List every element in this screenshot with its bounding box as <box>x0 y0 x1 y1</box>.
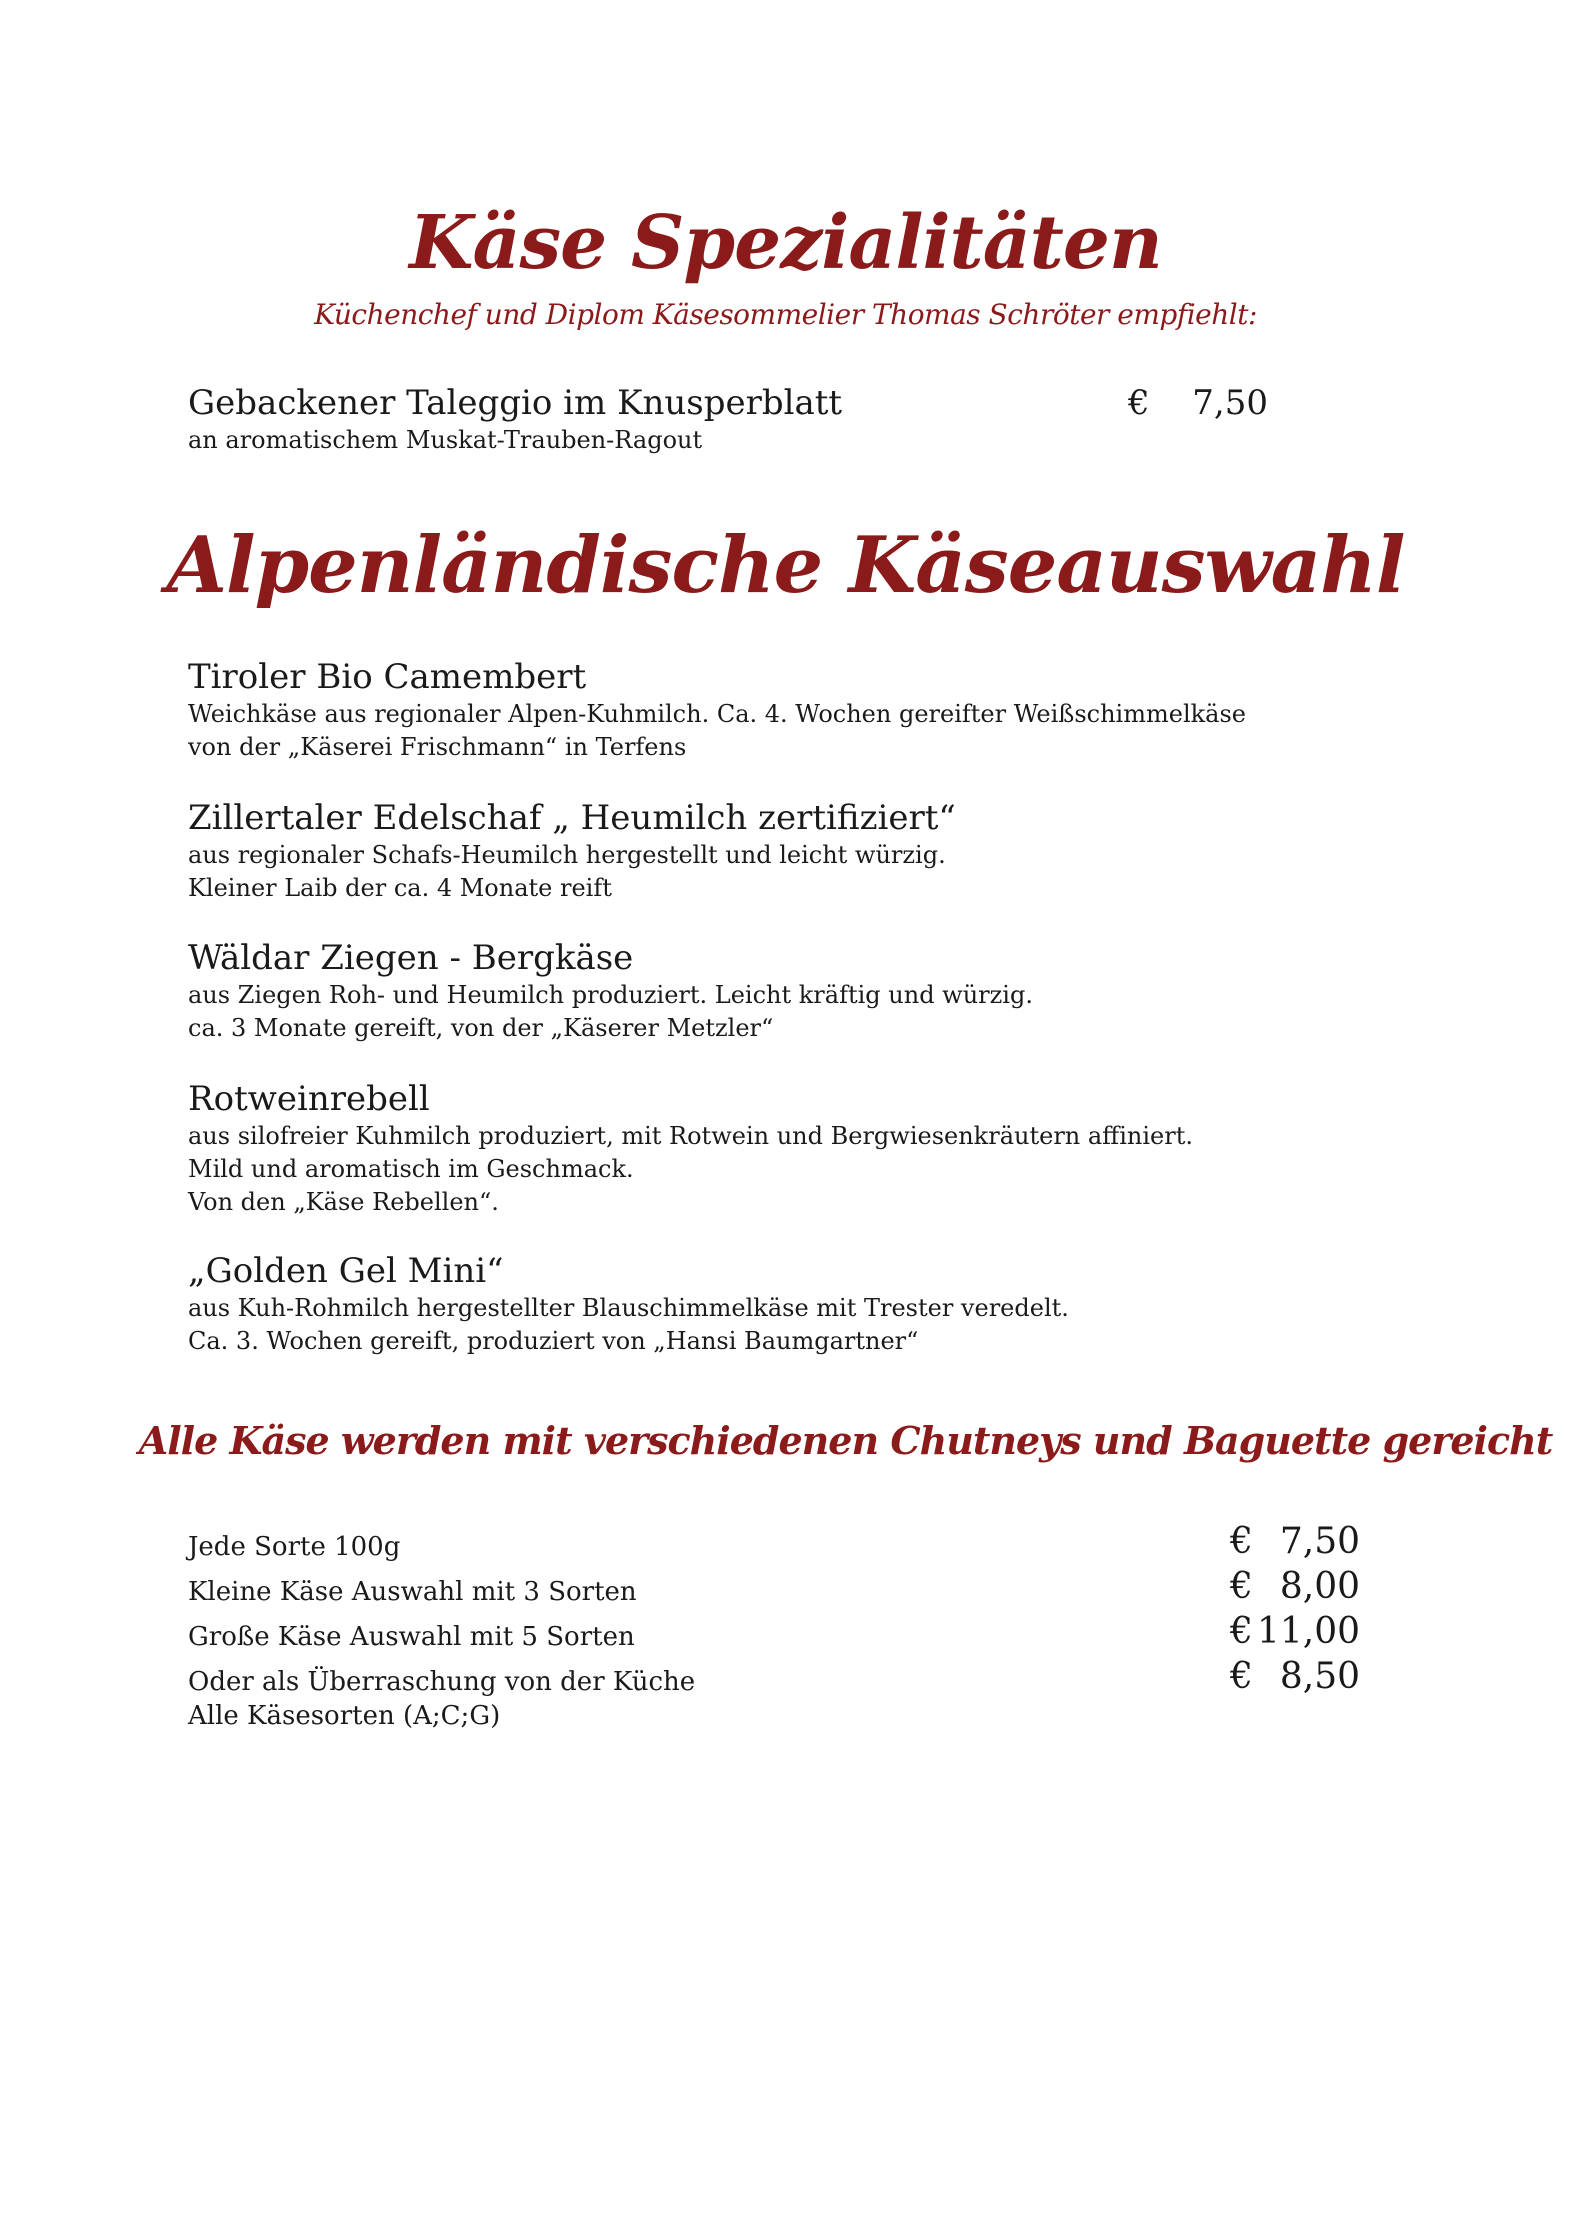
price-row <box>188 1653 1360 1698</box>
menu-item-name: Zillertaler Edelschaf „ Heumilch zertifiziert“ <box>188 798 956 838</box>
menu-item-description-line: aus Kuh-Rohmilch hergestellter Blauschimmelkäse mit Trester veredelt. <box>188 1294 1069 1322</box>
menu-item-description-line: aus regionaler Schafs-Heumilch hergestellt und leicht würzig. <box>188 841 946 869</box>
menu-item-description-line: Mild und aromatisch im Geschmack. <box>188 1155 634 1183</box>
currency-symbol: € <box>1230 1656 1253 1697</box>
price-value: 11,00 <box>1256 1611 1360 1652</box>
allergen-note: Alle Käsesorten (A;C;G) <box>188 1701 501 1731</box>
price-amount <box>1230 1656 1360 1698</box>
price-value: 8,50 <box>1279 1656 1360 1697</box>
featured-item-price <box>1128 382 1268 424</box>
price-amount <box>1230 1521 1360 1563</box>
menu-item-description-line: von der „Käserei Frischmann“ in Terfens <box>188 733 687 761</box>
menu-item <box>188 1078 1368 1219</box>
price-value: 7,50 <box>1279 1521 1360 1562</box>
menu-item <box>188 797 1368 905</box>
menu-item-name: Tiroler Bio Camembert <box>188 657 587 697</box>
menu-item <box>188 937 1368 1045</box>
price-amount <box>1230 1611 1360 1653</box>
price-row <box>188 1563 1360 1608</box>
price-amount <box>1230 1566 1360 1608</box>
menu-item <box>188 656 1368 764</box>
menu-item-name: Rotweinrebell <box>188 1079 430 1119</box>
price-value: 8,00 <box>1279 1566 1360 1607</box>
price-row <box>188 1518 1360 1563</box>
currency-symbol: € <box>1128 383 1150 423</box>
featured-item-description: an aromatischem Muskat-Trauben-Ragout <box>188 426 703 454</box>
featured-item-name: Gebackener Taleggio im Knusperblatt <box>188 383 843 423</box>
currency-symbol: € <box>1230 1566 1253 1607</box>
price-label: Oder als Überraschung von der Küche <box>188 1667 696 1697</box>
section-title-cheese-selection: Alpenländische Käseauswahl <box>166 520 1405 611</box>
menu-item-description-line: Kleiner Laib der ca. 4 Monate reift <box>188 874 612 902</box>
price-label: Große Käse Auswahl mit 5 Sorten <box>188 1622 635 1652</box>
menu-item-description-line: aus silofreier Kuhmilch produziert, mit Rotwein und Bergwiesenkräutern affiniert. <box>188 1122 1193 1150</box>
menu-item-description-line: Ca. 3. Wochen gereift, produziert von „Hansi Baumgartner“ <box>188 1327 919 1355</box>
menu-item-description-line: ca. 3 Monate gereift, von der „Käserer Metzler“ <box>188 1014 774 1042</box>
currency-symbol: € <box>1230 1521 1253 1562</box>
page-title: Käse Spezialitäten <box>409 200 1162 286</box>
price-label: Kleine Käse Auswahl mit 3 Sorten <box>188 1577 637 1607</box>
price-row <box>188 1608 1360 1653</box>
chef-recommendation-subtitle: Küchenchef und Diplom Käsesommelier Thomas Schröter empfiehlt: <box>314 298 1257 331</box>
serving-note: Alle Käse werden mit verschiedenen Chutneys und Baguette gereicht <box>138 1418 1553 1463</box>
menu-item-description-line: aus Ziegen Roh- und Heumilch produziert. Leicht kräftig und würzig. <box>188 981 1033 1009</box>
menu-item-name: „Golden Gel Mini“ <box>188 1251 504 1291</box>
price-value: 7,50 <box>1192 383 1268 423</box>
menu-item <box>188 1250 1368 1358</box>
price-label: Jede Sorte 100g <box>188 1532 401 1562</box>
menu-item-name: Wäldar Ziegen - Bergkäse <box>188 938 634 978</box>
menu-item-description-line: Weichkäse aus regionaler Alpen-Kuhmilch. Ca. 4. Wochen gereifter Weißschimmelkäse <box>188 700 1246 728</box>
currency-symbol: € <box>1230 1611 1253 1652</box>
price-list <box>188 1518 1360 1734</box>
menu-item-description-line: Von den „Käse Rebellen“. <box>188 1188 499 1216</box>
